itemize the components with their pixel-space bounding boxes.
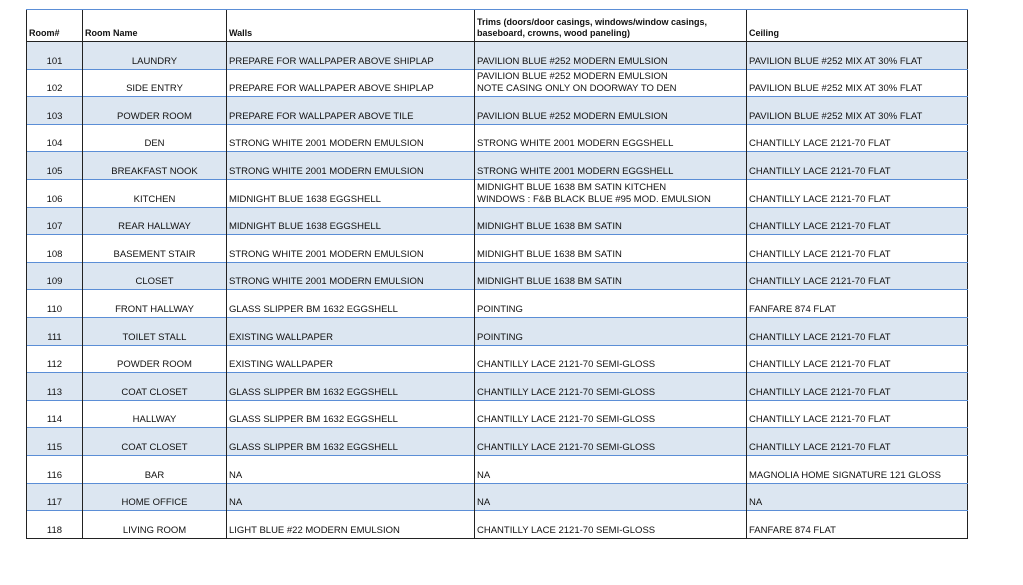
header-room-no: Room# [27, 10, 83, 42]
paint-schedule-table [26, 9, 968, 539]
cell-room-name: CLOSET [83, 262, 227, 290]
trims-line: STRONG WHITE 2001 MODERN EGGSHELL [477, 165, 674, 177]
cell-trims [475, 69, 747, 97]
table-row [27, 262, 968, 290]
cell-trims [475, 345, 747, 373]
table-body [27, 42, 968, 539]
cell-ceiling: NA [747, 483, 968, 511]
table-row [27, 179, 968, 207]
table-row [27, 207, 968, 235]
table-row [27, 511, 968, 539]
table-row [27, 483, 968, 511]
cell-walls: PREPARE FOR WALLPAPER ABOVE SHIPLAP [227, 42, 475, 70]
cell-trims [475, 152, 747, 180]
cell-trims [475, 235, 747, 263]
cell-room-no: 107 [27, 207, 83, 235]
cell-trims [475, 373, 747, 401]
cell-ceiling: PAVILION BLUE #252 MIX AT 30% FLAT [747, 97, 968, 125]
cell-trims [475, 262, 747, 290]
cell-walls: MIDNIGHT BLUE 1638 EGGSHELL [227, 179, 475, 207]
cell-trims [475, 207, 747, 235]
header-ceiling: Ceiling [747, 10, 968, 42]
cell-room-no: 112 [27, 345, 83, 373]
cell-room-no: 109 [27, 262, 83, 290]
cell-room-no: 113 [27, 373, 83, 401]
cell-room-no: 111 [27, 317, 83, 345]
trims-line: NA [477, 469, 491, 481]
trims-line: WINDOWS : F&B BLACK BLUE #95 MOD. EMULSION [477, 193, 711, 205]
cell-walls: GLASS SLIPPER BM 1632 EGGSHELL [227, 400, 475, 428]
cell-room-no: 108 [27, 235, 83, 263]
cell-room-no: 103 [27, 97, 83, 125]
paint-schedule-sheet [26, 9, 968, 539]
table-row [27, 317, 968, 345]
cell-room-no: 104 [27, 124, 83, 152]
table-row [27, 290, 968, 318]
table-row [27, 124, 968, 152]
cell-ceiling: CHANTILLY LACE 2121-70 FLAT [747, 179, 968, 207]
header-walls: Walls [227, 10, 475, 42]
table-row [27, 428, 968, 456]
header-trims [475, 10, 747, 42]
cell-trims [475, 428, 747, 456]
cell-room-no: 105 [27, 152, 83, 180]
cell-room-name: REAR HALLWAY [83, 207, 227, 235]
cell-room-no: 106 [27, 179, 83, 207]
cell-walls: GLASS SLIPPER BM 1632 EGGSHELL [227, 428, 475, 456]
cell-ceiling: CHANTILLY LACE 2121-70 FLAT [747, 345, 968, 373]
trims-line: CHANTILLY LACE 2121-70 SEMI-GLOSS [477, 441, 656, 453]
trims-line: POINTING [477, 331, 523, 343]
header-room-name: Room Name [83, 10, 227, 42]
cell-walls: STRONG WHITE 2001 MODERN EMULSION [227, 152, 475, 180]
cell-ceiling: CHANTILLY LACE 2121-70 FLAT [747, 262, 968, 290]
cell-trims [475, 400, 747, 428]
cell-room-name: SIDE ENTRY [83, 69, 227, 97]
trims-line: MIDNIGHT BLUE 1638 BM SATIN KITCHEN [477, 181, 667, 193]
trims-line: PAVILION BLUE #252 MODERN EMULSION [477, 55, 668, 67]
trims-line: MIDNIGHT BLUE 1638 BM SATIN [477, 276, 622, 288]
table-row [27, 42, 968, 70]
cell-ceiling: PAVILION BLUE #252 MIX AT 30% FLAT [747, 42, 968, 70]
cell-ceiling: CHANTILLY LACE 2121-70 FLAT [747, 373, 968, 401]
cell-walls: NA [227, 455, 475, 483]
trims-line: MIDNIGHT BLUE 1638 BM SATIN [477, 248, 622, 260]
cell-walls: PREPARE FOR WALLPAPER ABOVE TILE [227, 97, 475, 125]
cell-room-name: BASEMENT STAIR [83, 235, 227, 263]
cell-room-no: 115 [27, 428, 83, 456]
cell-room-name: TOILET STALL [83, 317, 227, 345]
cell-walls: MIDNIGHT BLUE 1638 EGGSHELL [227, 207, 475, 235]
cell-ceiling: FANFARE 874 FLAT [747, 290, 968, 318]
table-row [27, 400, 968, 428]
table-row [27, 455, 968, 483]
header-row [27, 10, 968, 42]
table-row [27, 69, 968, 97]
cell-room-no: 114 [27, 400, 83, 428]
cell-walls: NA [227, 483, 475, 511]
trims-line: CHANTILLY LACE 2121-70 SEMI-GLOSS [477, 524, 656, 536]
cell-ceiling: CHANTILLY LACE 2121-70 FLAT [747, 235, 968, 263]
cell-room-name: KITCHEN [83, 179, 227, 207]
trims-line: CHANTILLY LACE 2121-70 SEMI-GLOSS [477, 359, 656, 371]
cell-room-no: 117 [27, 483, 83, 511]
cell-ceiling: PAVILION BLUE #252 MIX AT 30% FLAT [747, 69, 968, 97]
trims-line: POINTING [477, 303, 523, 315]
cell-trims [475, 124, 747, 152]
cell-room-no: 101 [27, 42, 83, 70]
trims-line: MIDNIGHT BLUE 1638 BM SATIN [477, 221, 622, 233]
cell-ceiling: CHANTILLY LACE 2121-70 FLAT [747, 124, 968, 152]
table-row [27, 345, 968, 373]
cell-walls: GLASS SLIPPER BM 1632 EGGSHELL [227, 373, 475, 401]
cell-trims [475, 290, 747, 318]
cell-room-name: POWDER ROOM [83, 97, 227, 125]
cell-ceiling: CHANTILLY LACE 2121-70 FLAT [747, 152, 968, 180]
cell-room-name: FRONT HALLWAY [83, 290, 227, 318]
trims-line: STRONG WHITE 2001 MODERN EGGSHELL [477, 138, 674, 150]
cell-room-name: HALLWAY [83, 400, 227, 428]
cell-room-no: 102 [27, 69, 83, 97]
cell-room-name: COAT CLOSET [83, 428, 227, 456]
trims-line: CHANTILLY LACE 2121-70 SEMI-GLOSS [477, 414, 656, 426]
cell-trims [475, 317, 747, 345]
cell-ceiling: MAGNOLIA HOME SIGNATURE 121 GLOSS [747, 455, 968, 483]
cell-walls: EXISTING WALLPAPER [227, 345, 475, 373]
header-trims-line2: baseboard, crowns, wood paneling) [477, 28, 631, 38]
cell-walls: STRONG WHITE 2001 MODERN EMULSION [227, 124, 475, 152]
cell-trims [475, 511, 747, 539]
cell-trims [475, 455, 747, 483]
cell-room-name: DEN [83, 124, 227, 152]
cell-room-name: LIVING ROOM [83, 511, 227, 539]
cell-ceiling: CHANTILLY LACE 2121-70 FLAT [747, 400, 968, 428]
cell-ceiling: CHANTILLY LACE 2121-70 FLAT [747, 207, 968, 235]
cell-room-no: 110 [27, 290, 83, 318]
cell-room-name: COAT CLOSET [83, 373, 227, 401]
table-row [27, 152, 968, 180]
cell-room-no: 118 [27, 511, 83, 539]
cell-walls: STRONG WHITE 2001 MODERN EMULSION [227, 235, 475, 263]
cell-walls: STRONG WHITE 2001 MODERN EMULSION [227, 262, 475, 290]
trims-line: PAVILION BLUE #252 MODERN EMULSION [477, 71, 668, 83]
table-row [27, 235, 968, 263]
cell-ceiling: CHANTILLY LACE 2121-70 FLAT [747, 428, 968, 456]
header-trims-line1: Trims (doors/door casings, windows/window casings, [477, 17, 708, 27]
trims-line: PAVILION BLUE #252 MODERN EMULSION [477, 110, 668, 122]
trims-line: NOTE CASING ONLY ON DOORWAY TO DEN [477, 83, 677, 95]
cell-trims [475, 483, 747, 511]
trims-line: NA [477, 497, 491, 509]
cell-walls: LIGHT BLUE #22 MODERN EMULSION [227, 511, 475, 539]
cell-room-name: LAUNDRY [83, 42, 227, 70]
cell-room-name: HOME OFFICE [83, 483, 227, 511]
cell-trims [475, 179, 747, 207]
cell-walls: GLASS SLIPPER BM 1632 EGGSHELL [227, 290, 475, 318]
cell-ceiling: FANFARE 874 FLAT [747, 511, 968, 539]
cell-trims [475, 42, 747, 70]
cell-walls: PREPARE FOR WALLPAPER ABOVE SHIPLAP [227, 69, 475, 97]
cell-room-no: 116 [27, 455, 83, 483]
cell-ceiling: CHANTILLY LACE 2121-70 FLAT [747, 317, 968, 345]
cell-trims [475, 97, 747, 125]
cell-room-name: POWDER ROOM [83, 345, 227, 373]
cell-walls: EXISTING WALLPAPER [227, 317, 475, 345]
cell-room-name: BAR [83, 455, 227, 483]
trims-line: CHANTILLY LACE 2121-70 SEMI-GLOSS [477, 386, 656, 398]
table-row [27, 97, 968, 125]
table-row [27, 373, 968, 401]
cell-room-name: BREAKFAST NOOK [83, 152, 227, 180]
